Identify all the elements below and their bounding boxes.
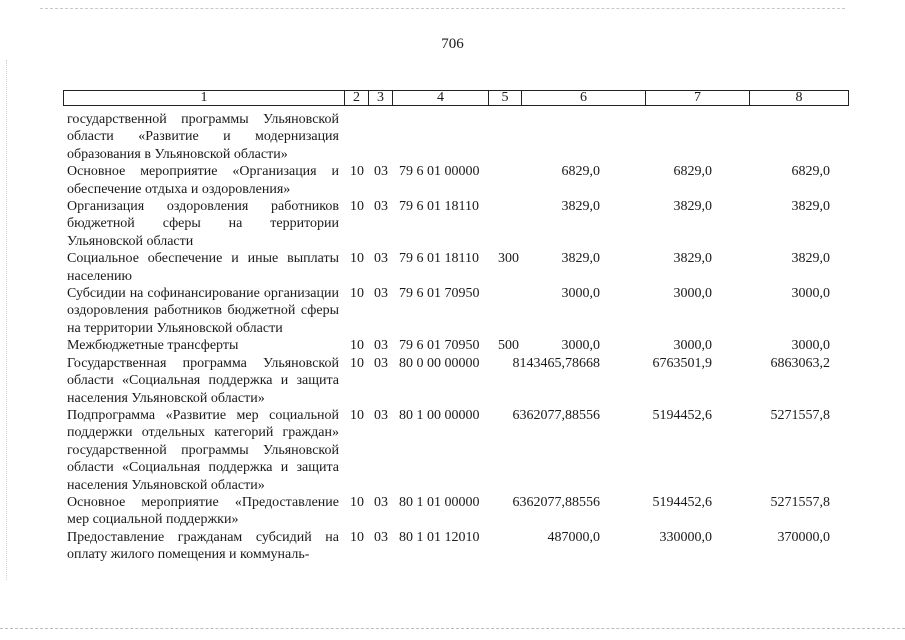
cell-amount-6: 6829,0 [561, 164, 600, 180]
table-header-row [63, 90, 849, 106]
table-row [0, 250, 905, 285]
cell-subsection: 03 [374, 164, 388, 180]
cell-target-article: 80 0 00 00000 [399, 355, 480, 371]
column-header-3: 3 [369, 91, 393, 105]
table-row [0, 529, 905, 564]
cell-section: 10 [350, 199, 364, 215]
column-header-2: 2 [345, 91, 369, 105]
cell-expense-type: 500 [498, 338, 519, 354]
cell-amount-7: 3000,0 [673, 286, 712, 302]
cell-section: 10 [350, 355, 364, 371]
row-name: Основное мероприятие «Организация и обеспечение отдыха и оздоровления» [67, 164, 339, 197]
table-row [0, 407, 905, 494]
cell-amount-6: 8143465,78668 [512, 355, 600, 371]
table-row [0, 198, 905, 250]
cell-section: 10 [350, 529, 364, 545]
scan-edge-bottom [0, 628, 905, 629]
row-name: Межбюджетные трансферты [67, 338, 239, 354]
cell-amount-6: 3829,0 [561, 199, 600, 215]
cell-subsection: 03 [374, 529, 388, 545]
cell-amount-7: 330000,0 [659, 529, 712, 545]
cell-amount-8: 6829,0 [791, 164, 830, 180]
cell-expense-type: 300 [498, 251, 519, 267]
cell-target-article: 80 1 00 00000 [399, 407, 480, 423]
cell-target-article: 80 1 01 00000 [399, 494, 480, 510]
cell-amount-7: 5194452,6 [652, 407, 712, 423]
cell-amount-8: 3829,0 [791, 251, 830, 267]
column-header-5: 5 [489, 91, 522, 105]
cell-amount-8: 5271557,8 [770, 407, 830, 423]
cell-target-article: 79 6 01 18110 [399, 199, 479, 215]
cell-target-article: 79 6 01 18110 [399, 251, 479, 267]
cell-subsection: 03 [374, 355, 388, 371]
cell-amount-8: 6863063,2 [770, 355, 830, 371]
table-row [0, 163, 905, 198]
cell-amount-8: 5271557,8 [770, 494, 830, 510]
column-header-1: 1 [64, 91, 345, 105]
cell-amount-6: 487000,0 [547, 529, 600, 545]
cell-amount-8: 3000,0 [791, 286, 830, 302]
cell-target-article: 79 6 01 70950 [399, 338, 480, 354]
row-name: Организация оздоровления работников бюджетной сферы на территории Ульяновской области [67, 199, 339, 249]
row-name: Государственная программа Ульяновской области «Социальная поддержка и защита населения Ульяновской области» [67, 355, 339, 406]
cell-subsection: 03 [374, 407, 388, 423]
cell-amount-7: 3829,0 [673, 199, 712, 215]
row-name: государственной программы Ульяновской области «Развитие и модернизация образования в Ульяновской области» [67, 112, 339, 162]
cell-amount-6: 3829,0 [561, 251, 600, 267]
cell-target-article: 79 6 01 70950 [399, 286, 480, 302]
cell-section: 10 [350, 407, 364, 423]
cell-amount-7: 3000,0 [673, 338, 712, 354]
row-name: Субсидии на софинансирование организации оздоровления работников бюджетной сферы на территории Ульяновской области [67, 286, 339, 336]
cell-amount-7: 3829,0 [673, 251, 712, 267]
row-name: Основное мероприятие «Предоставление мер социальной поддержки» [67, 494, 339, 528]
cell-section: 10 [350, 286, 364, 302]
cell-subsection: 03 [374, 494, 388, 510]
column-header-6: 6 [522, 91, 646, 105]
cell-amount-7: 6829,0 [673, 164, 712, 180]
table-row [0, 285, 905, 337]
scan-edge-top [40, 8, 845, 9]
cell-section: 10 [350, 494, 364, 510]
cell-amount-6: 3000,0 [561, 286, 600, 302]
table-row [0, 355, 905, 407]
cell-subsection: 03 [374, 251, 388, 267]
cell-section: 10 [350, 164, 364, 180]
cell-amount-8: 3000,0 [791, 338, 830, 354]
cell-subsection: 03 [374, 286, 388, 302]
table-body [0, 111, 905, 564]
table-row [0, 494, 905, 529]
page-number: 706 [441, 36, 464, 52]
cell-amount-7: 5194452,6 [652, 494, 712, 510]
cell-section: 10 [350, 338, 364, 354]
cell-amount-6: 6362077,88556 [512, 494, 600, 510]
row-name: Предоставление гражданам субсидий на оплату жилого помещения и коммуналь- [67, 529, 339, 563]
cell-subsection: 03 [374, 199, 388, 215]
row-name: Социальное обеспечение и иные выплаты населению [67, 251, 339, 284]
cell-target-article: 80 1 01 12010 [399, 529, 480, 545]
column-header-7: 7 [646, 91, 750, 105]
cell-target-article: 79 6 01 00000 [399, 164, 480, 180]
column-header-4: 4 [393, 91, 489, 105]
cell-amount-7: 6763501,9 [652, 355, 712, 371]
cell-amount-6: 6362077,88556 [512, 407, 600, 423]
cell-amount-8: 3829,0 [791, 199, 830, 215]
cell-amount-6: 3000,0 [561, 338, 600, 354]
row-name: Подпрограмма «Развитие мер социальной поддержки отдельных категорий граждан» государственной программы Ульяновской области «Социальная поддержка и защита населения Ульяновской области» [67, 407, 339, 493]
table-row [0, 337, 905, 354]
table-row [0, 111, 905, 163]
cell-section: 10 [350, 251, 364, 267]
cell-amount-8: 370000,0 [777, 529, 830, 545]
cell-subsection: 03 [374, 338, 388, 354]
column-header-8: 8 [795, 90, 803, 105]
